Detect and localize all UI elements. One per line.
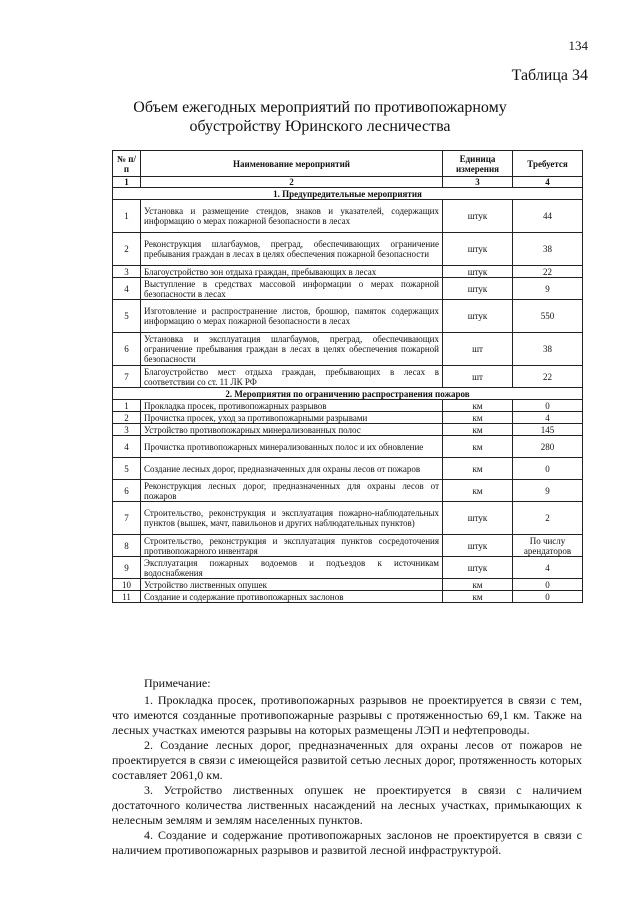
- row-number: 7: [113, 502, 141, 535]
- header-required: Требуется: [513, 151, 583, 177]
- notes-heading: Примечание:: [144, 676, 211, 690]
- row-name: Реконструкция шлагбаумов, преград, обеспечивающих ограничение пребывания граждан в лесах в целях обеспечения пожарной безопасности: [141, 233, 443, 266]
- row-required: 4: [513, 412, 583, 424]
- row-unit: км: [443, 424, 513, 436]
- table-label: Таблица 34: [511, 67, 588, 84]
- table-row: [113, 412, 583, 424]
- section-2-header: [113, 388, 583, 400]
- row-required: 38: [513, 233, 583, 266]
- table-row: [113, 366, 583, 388]
- row-unit: км: [443, 400, 513, 412]
- table-row: [113, 424, 583, 436]
- row-number: 1: [113, 200, 141, 233]
- row-name: Создание и содержание противопожарных заслонов: [141, 591, 443, 603]
- row-name: Реконструкция лесных дорог, предназначенных для охраны лесов от пожаров: [141, 480, 443, 502]
- row-required: 4: [513, 557, 583, 579]
- page-number: 134: [568, 38, 588, 53]
- row-unit: штук: [443, 557, 513, 579]
- row-number: 9: [113, 557, 141, 579]
- table-row: [113, 233, 583, 266]
- section-1-header: [113, 188, 583, 200]
- table-row: [113, 502, 583, 535]
- row-name: Строительство, реконструкция и эксплуатация пожарно-наблюдательных пунктов (вышек, мачт, павильонов и других наблюдательных пунктов): [141, 502, 443, 535]
- table-row: [113, 535, 583, 557]
- row-number: 8: [113, 535, 141, 557]
- section-title: 2. Мероприятия по ограничению распространения пожаров: [113, 388, 583, 400]
- table-row: [113, 200, 583, 233]
- row-required: 280: [513, 436, 583, 458]
- row-required: 22: [513, 266, 583, 278]
- row-required: 22: [513, 366, 583, 388]
- row-required: 38: [513, 333, 583, 366]
- header-unit: Единица измерения: [443, 151, 513, 177]
- table-row: [113, 579, 583, 591]
- row-unit: км: [443, 412, 513, 424]
- header-no: № п/п: [113, 151, 141, 177]
- row-unit: км: [443, 591, 513, 603]
- row-unit: штук: [443, 200, 513, 233]
- row-required: 44: [513, 200, 583, 233]
- title-line-1: Объем ежегодных мероприятий по противопожарному: [133, 99, 507, 116]
- row-number: 5: [113, 300, 141, 333]
- row-number: 11: [113, 591, 141, 603]
- note-paragraph-3: 3. Устройство лиственных опушек не проектируется в связи с наличием достаточного количества лиственных насаждений на лесных участках, примыкающих к нелесным землям и землям населенных пунктов.: [112, 783, 582, 827]
- row-name: Установка и эксплуатация шлагбаумов, преград, обеспечивающих ограничение пребывания граждан в лесах в целях обеспечения пожарной безопасности: [141, 333, 443, 366]
- row-required: 0: [513, 579, 583, 591]
- column-numbers-row: [113, 177, 583, 188]
- table-header-row: [113, 151, 583, 177]
- table-row: [113, 266, 583, 278]
- row-unit: шт: [443, 366, 513, 388]
- row-name: Благоустройство зон отдыха граждан, пребывающих в лесах: [141, 266, 443, 278]
- column-number: 1: [113, 177, 141, 188]
- row-unit: км: [443, 579, 513, 591]
- column-number: 2: [141, 177, 443, 188]
- title-line-2: обустройству Юринского лесничества: [189, 118, 451, 135]
- row-required: 0: [513, 458, 583, 480]
- row-required: 0: [513, 591, 583, 603]
- row-name: Изготовление и распространение листов, брошюр, памяток содержащих информацию о мерах пожарной безопасности в лесах: [141, 300, 443, 333]
- row-name: Прочистка просек, уход за противопожарными разрывами: [141, 412, 443, 424]
- row-number: 7: [113, 366, 141, 388]
- row-number: 2: [113, 412, 141, 424]
- row-name: Установка и размещение стендов, знаков и указателей, содержащих информацию о мерах пожарной безопасности в лесах: [141, 200, 443, 233]
- row-name: Устройство лиственных опушек: [141, 579, 443, 591]
- row-number: 3: [113, 424, 141, 436]
- row-unit: штук: [443, 233, 513, 266]
- table-row: [113, 400, 583, 412]
- table-row: [113, 591, 583, 603]
- row-unit: км: [443, 458, 513, 480]
- row-name: Благоустройство мест отдыха граждан, пребывающих в лесах в соответствии со ст. 11 ЛК РФ: [141, 366, 443, 388]
- row-number: 4: [113, 278, 141, 300]
- row-name: Выступление в средствах массовой информации о мерах пожарной безопасности в лесах: [141, 278, 443, 300]
- row-number: 6: [113, 480, 141, 502]
- row-name: Эксплуатация пожарных водоемов и подъездов к источникам водоснабжения: [141, 557, 443, 579]
- table-row: [113, 278, 583, 300]
- row-required: 2: [513, 502, 583, 535]
- row-required: По числу арендаторов: [513, 535, 583, 557]
- note-paragraph-2: 2. Создание лесных дорог, предназначенных для охраны лесов от пожаров не проектируется в связи с имеющейся развитой сетью лесных дорог, протяженность которых составляет 2061,0 км.: [112, 738, 582, 782]
- row-unit: штук: [443, 266, 513, 278]
- row-unit: штук: [443, 300, 513, 333]
- row-name: Строительство, реконструкция и эксплуатация пунктов сосредоточения противопожарного инвентаря: [141, 535, 443, 557]
- row-name: Устройство противопожарных минерализованных полос: [141, 424, 443, 436]
- table-row: [113, 480, 583, 502]
- notes-section: [112, 676, 582, 858]
- row-number: 4: [113, 436, 141, 458]
- row-required: 9: [513, 278, 583, 300]
- note-paragraph-1: 1. Прокладка просек, противопожарных разрывов не проектируется в связи с тем, что имеются созданные противопожарные разрывы с протяженностью 69,1 км. Также на лесных участках имеются разрывы на которых размещены ЛЭП и нефтепроводы.: [112, 693, 582, 737]
- table-row: [113, 557, 583, 579]
- row-number: 1: [113, 400, 141, 412]
- row-number: 3: [113, 266, 141, 278]
- row-unit: штук: [443, 535, 513, 557]
- row-unit: штук: [443, 502, 513, 535]
- row-number: 6: [113, 333, 141, 366]
- row-number: 10: [113, 579, 141, 591]
- column-number: 4: [513, 177, 583, 188]
- row-number: 2: [113, 233, 141, 266]
- row-number: 5: [113, 458, 141, 480]
- row-required: 550: [513, 300, 583, 333]
- table-row: [113, 300, 583, 333]
- row-unit: км: [443, 436, 513, 458]
- column-number: 3: [443, 177, 513, 188]
- table-title: [0, 98, 640, 136]
- row-required: 9: [513, 480, 583, 502]
- row-required: 145: [513, 424, 583, 436]
- section-title: 1. Предупредительные мероприятия: [113, 188, 583, 200]
- activities-table: [112, 150, 583, 603]
- table-row: [113, 458, 583, 480]
- header-name: Наименование мероприятий: [141, 151, 443, 177]
- row-name: Прочистка противопожарных минерализованных полос и их обновление: [141, 436, 443, 458]
- note-paragraph-4: 4. Создание и содержание противопожарных заслонов не проектируется в связи с наличием противопожарных разрывов и развитой лесной инфраструктурой.: [112, 828, 582, 857]
- row-name: Создание лесных дорог, предназначенных для охраны лесов от пожаров: [141, 458, 443, 480]
- row-unit: штук: [443, 278, 513, 300]
- row-name: Прокладка просек, противопожарных разрывов: [141, 400, 443, 412]
- row-unit: шт: [443, 333, 513, 366]
- row-unit: км: [443, 480, 513, 502]
- table-row: [113, 333, 583, 366]
- table-row: [113, 436, 583, 458]
- row-required: 0: [513, 400, 583, 412]
